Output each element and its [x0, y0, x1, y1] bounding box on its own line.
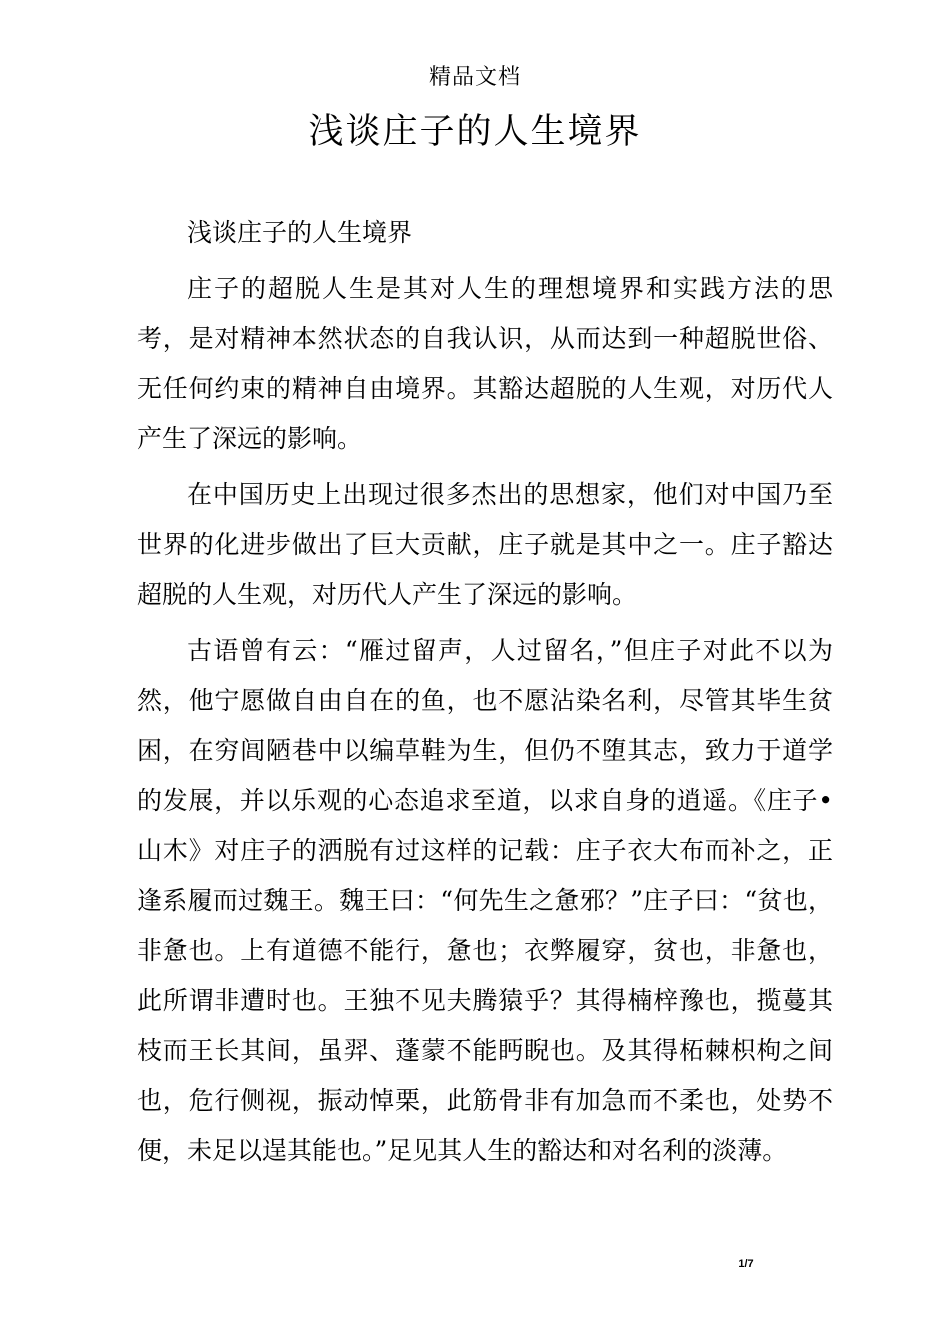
paragraph-subtitle: 浅谈庄子的人生境界 [187, 218, 413, 247]
header-label: 精品文档 [428, 65, 521, 90]
paragraph: 在中国历史上出现过很多杰出的思想家，他们对中国乃至世界的化进步做出了巨大贡献，庄子就是其中之一。庄子豁达超脱的人生观，对历代人产生了深远的影响。 [137, 480, 833, 609]
paragraph: 古语曾有云：“雁过留声，人过留名，”但庄子对此不以为然，他宁愿做自由自在的鱼，也不愿沾染名利，尽管其毕生贫困，在穷闾陋巷中以编草鞋为生，但仍不堕其志，致力于道学的发展，并以乐观的心态追求至道，以求自身的逍遥。《庄子•山木》对庄子的洒脱有过这样的记载：庄子衣大布而补之，正逢系履而过魏王。魏王曰：“何先生之惫邪？”庄子曰：“贫也，非惫也。上有道德不能行，惫也；衣弊履穿，贫也，非惫也，此所谓非遭时也。王独不见夫腾猿乎？其得楠梓豫也，揽蔓其枝而王长其间，虽羿、蓬蒙不能眄睨也。及其得柘棘枳枸之间也，危行侧视，振动悼栗，此筋骨非有加急而不柔也，处势不便，未足以逞其能也。”足见其人生的豁达和对名利的淡薄。 [137, 636, 833, 1165]
paragraph: 庄子的超脱人生是其对人生的理想境界和实践方法的思考，是对精神本然状态的自我认识，从而达到一种超脱世俗、无任何约束的精神自由境界。其豁达超脱的人生观，对历代人产生了深远的影响。 [137, 274, 833, 453]
document-title: 浅谈庄子的人生境界 [308, 112, 642, 152]
page-number: 1/7 [738, 1258, 754, 1270]
document-body [137, 208, 833, 1182]
